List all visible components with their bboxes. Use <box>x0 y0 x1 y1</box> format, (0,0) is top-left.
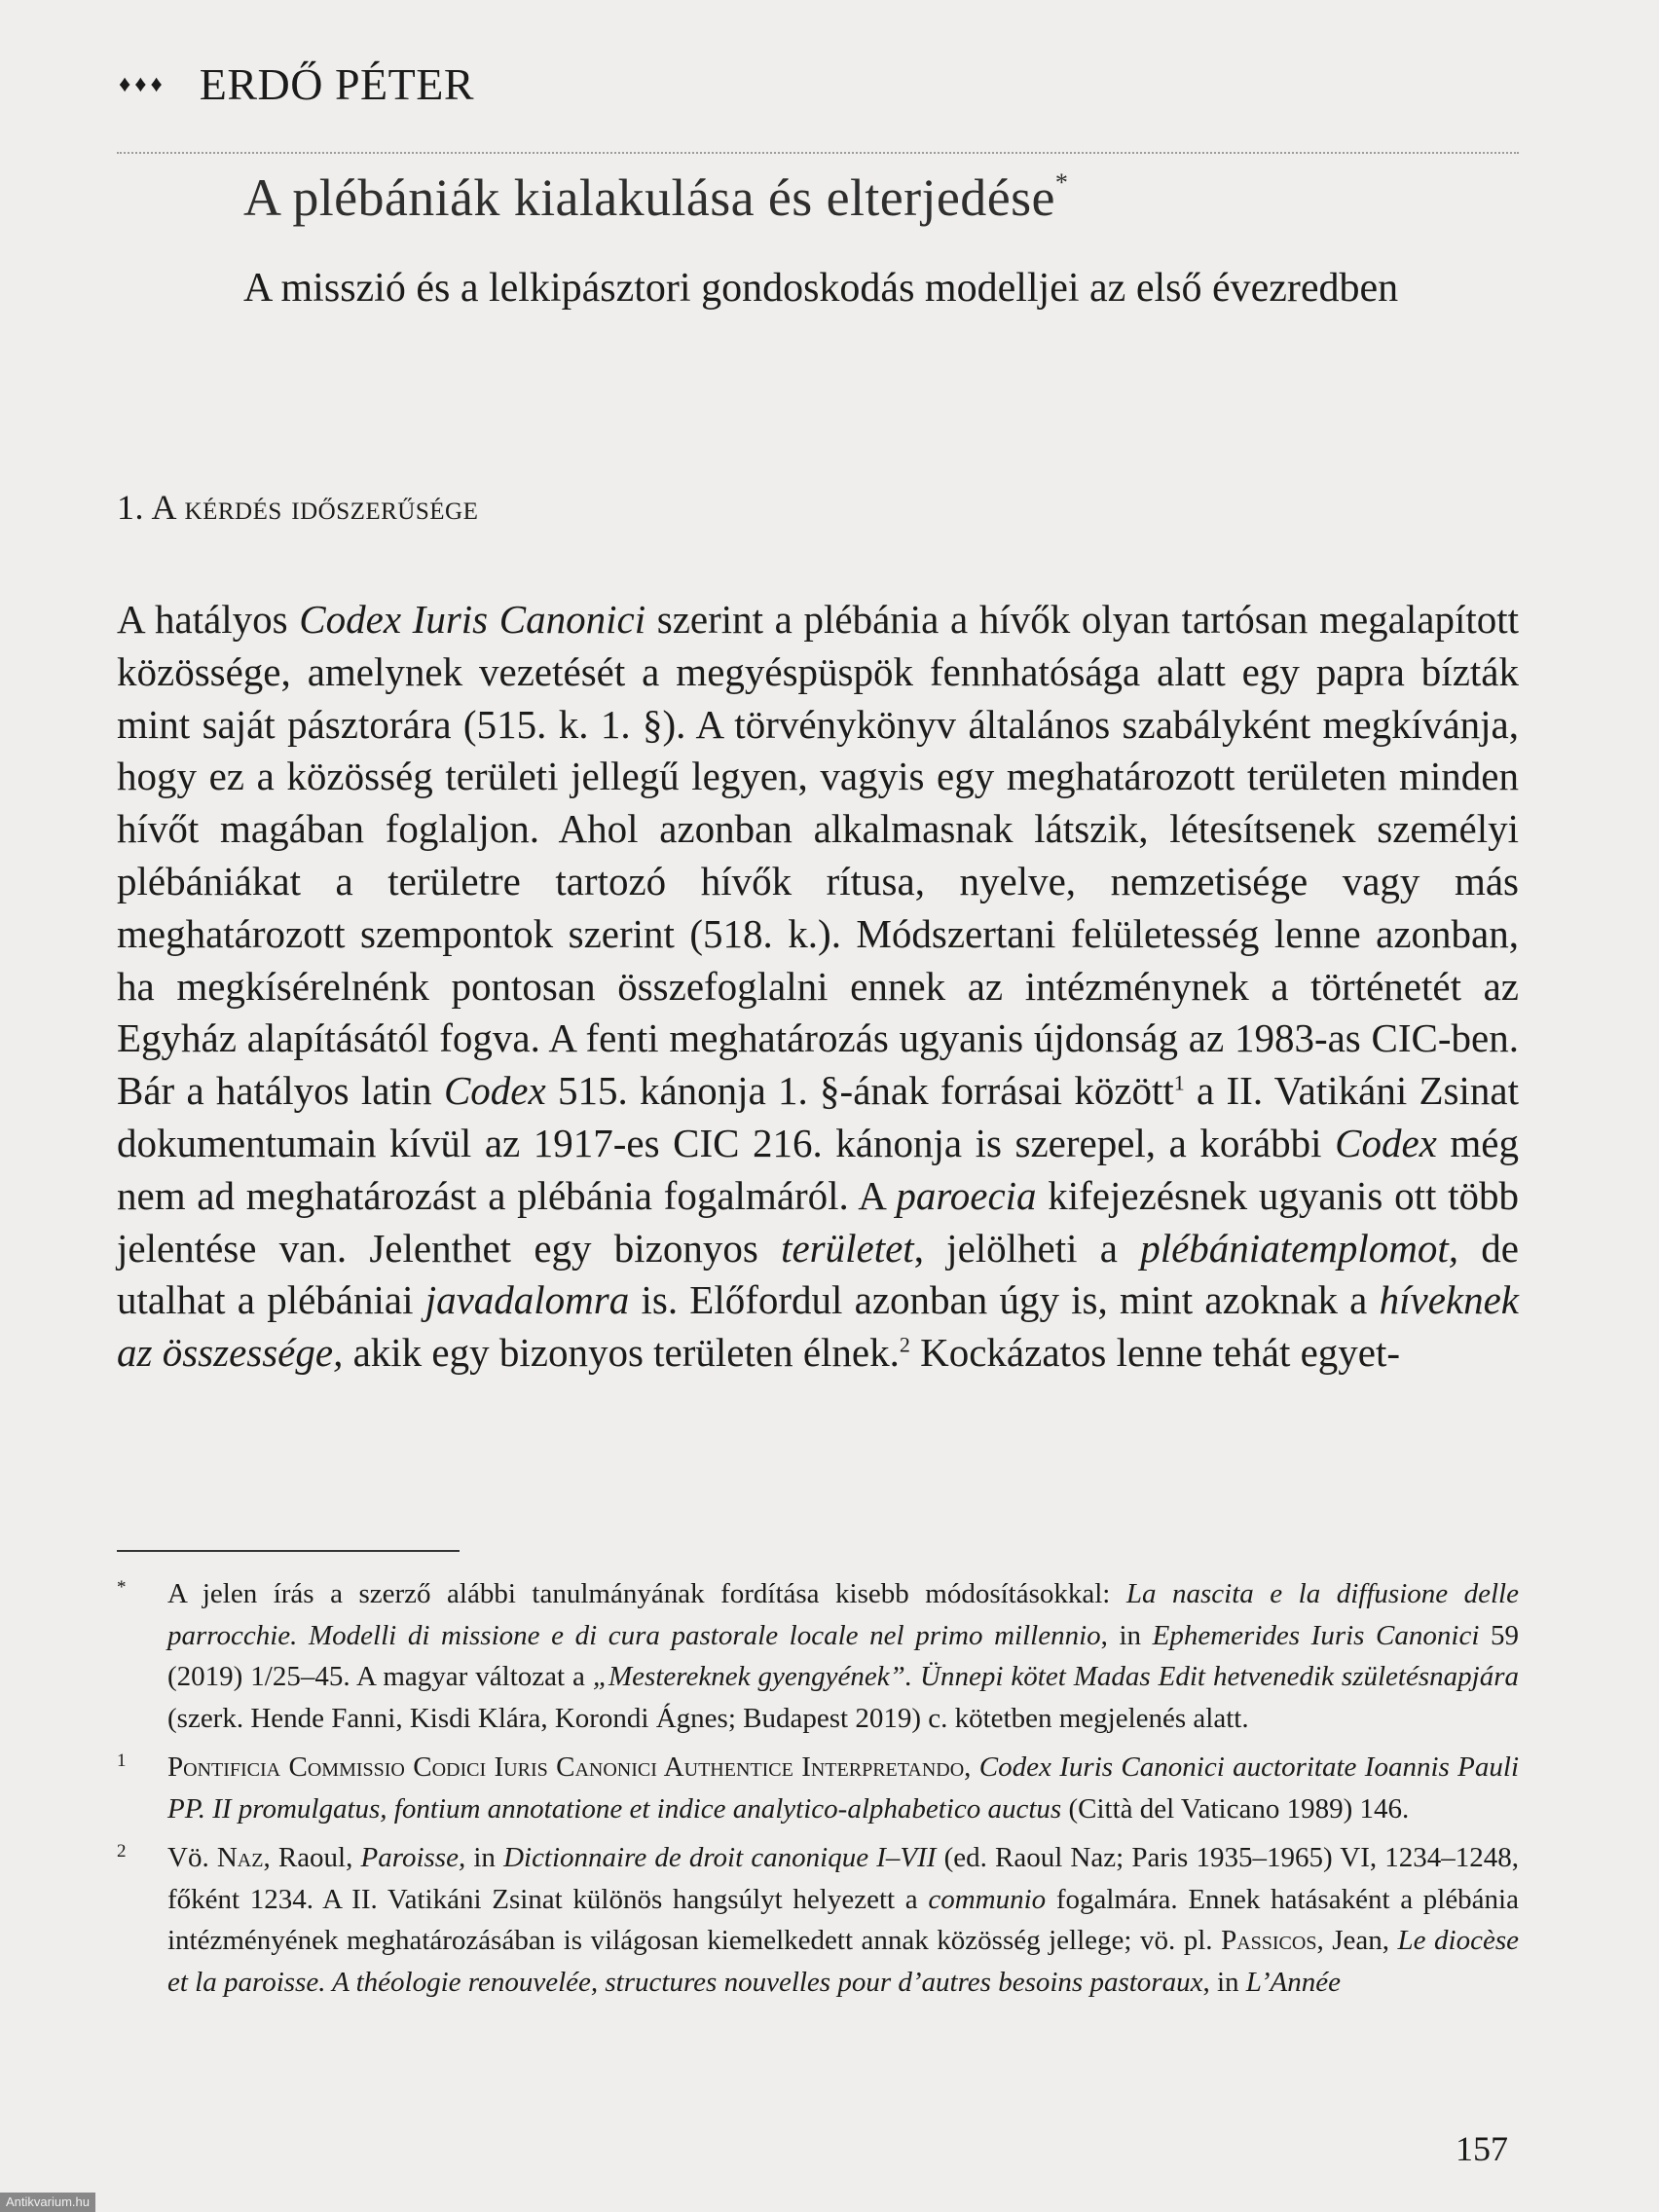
ornament-diamonds: ♦♦♦ <box>119 71 166 97</box>
footnote-star: * A jelen írás a szerző alábbi tanulmányának fordítása kisebb módosításokkal: La nascita e la diffusione delle parrocchie. Modelli di missione e di cura pastorale locale nel primo millennio, in Ephemerides Iuris Canonici 59 (2019) 1/25–45. A magyar változat a „Mestereknek gyengyének”. Ünnepi kötet Madas Edit hetvenedik születésnapjára (szerk. Hende Fanni, Kisdi Klára, Korondi Ágnes; Budapest 2019) c. kötetben megjelenés alatt. <box>117 1577 1519 1734</box>
page-number: 157 <box>1456 2129 1508 2168</box>
footnote-1: 1 Pontificia Commissio Codici Iuris Canonici Authentice Interpretando, Codex Iuris Canonici auctoritate Ioannis Pauli PP. II promulgatus, fontium annotatione et indice analytico-alphabetico auctus (Città del Vaticano 1989) 146. <box>117 1751 1519 1825</box>
section-heading: 1. A kérdés időszerűsége <box>117 488 479 527</box>
running-header <box>119 58 474 110</box>
body-paragraph: A hatályos Codex Iuris Canonici szerint a plébánia a hívők olyan tartósan megalapított közössége, amelynek vezetését a megyéspüspök fennhatósága alatt egy papra bízták mint saját pásztorára (515. k. 1. §). A törvénykönyv általános szabályként megkívánja, hogy ez a közösség területi jellegű legyen, vagyis egy meghatározott területen minden hívőt magában foglaljon. Ahol azonban alkalmasnak látszik, létesítsenek személyi plébániákat a területre tartozó hívők rítusa, nyelve, nemzetisége vagy más meghatározott szempontok szerint (518. k.). Módszertani felületesség lenne azonban, ha megkísérelnénk pontosan összefoglalni ennek az intézménynek a történetét az Egyház alapításától fogva. A fenti meghatározás ugyanis újdonság az 1983-as CIC-ben. Bár a hatályos latin Codex 515. kánonja 1. §-ának forrásai között$^1$ a II. Vatikáni Zsinat dokumentumain kívül az 1917-es CIC 216. kánonja is szerepel, a korábbi Codex még nem ad meghatározást a plébánia fogalmáról. A paroecia kifejezésnek ugyanis ott több jelentése van. Jelenthet egy bizonyos területet, jelölheti a plébániatemplomot, de utalhat a plébániai javadalomra is. Előfordul azonban úgy is, mint azoknak a híveknek az összessége, akik egy bizonyos területen élnek.$^2$ Kockázatos lenne tehát egyet- <box>117 597 1520 1376</box>
header-rule <box>117 152 1519 154</box>
watermark: Antikvarium.hu <box>0 2193 95 2212</box>
footnotes <box>117 1573 1519 2010</box>
footnote-ref-1: 1 <box>1173 1070 1185 1095</box>
footnote-2: 2 Vö. Naz, Raoul, Paroisse, in Dictionnaire de droit canonique I–VII (ed. Raoul Naz; Paris 1935–1965) VI, 1234–1248, főként 1234. A II. Vatikáni Zsinat különös hangsúlyt helyezett a communio fogalmára. Ennek hatásaként a plébánia intézményének meghatározásában is világosan kiemelkedett annak közösség jellege; vö. pl. Passicos, Jean, Le diocèse et la paroisse. A théologie renouvelée, structures nouvelles pour d’autres besoins pastoraux, in L’Année <box>117 1841 1519 1998</box>
article-title <box>243 167 1068 228</box>
footnote-separator <box>117 1550 460 1552</box>
footnote-ref-2: 2 <box>899 1332 910 1357</box>
title-footnote-marker: * <box>1054 168 1069 197</box>
article-title-text: A plébániák kialakulása és elterjedése <box>243 168 1055 227</box>
author-name: ERDŐ PÉTER <box>199 59 475 109</box>
article-subtitle: A misszió és a lelkipásztori gondoskodás modelljei az első évezredben <box>243 266 1399 311</box>
